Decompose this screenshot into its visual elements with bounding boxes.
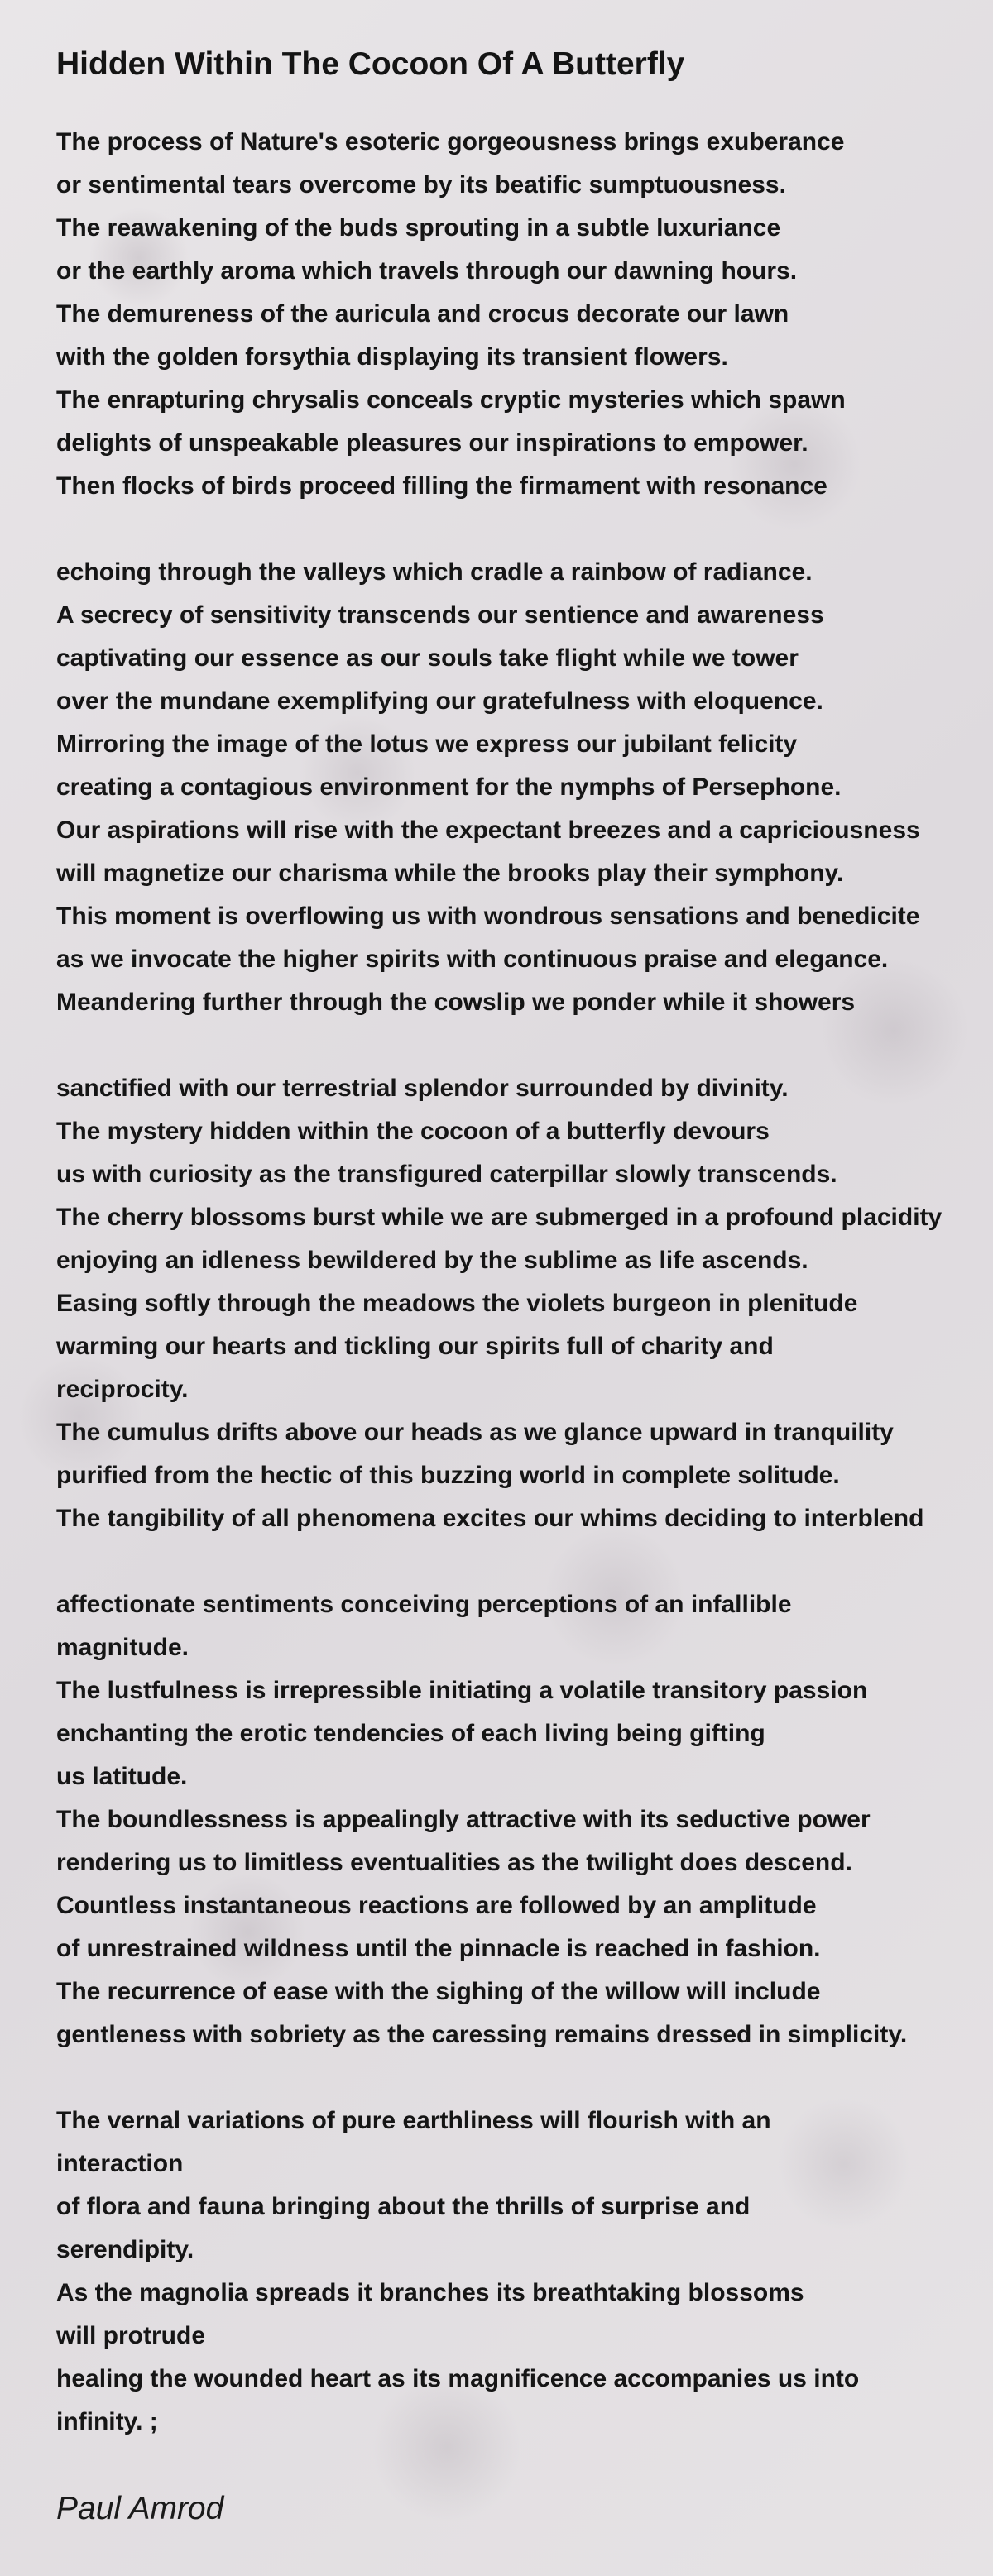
- poem-line: sanctified with our terrestrial splendor surrounded by divinity.: [56, 1075, 789, 1102]
- poem-line: captivating our essence as our souls take flight while we tower: [56, 644, 799, 672]
- poem-line: of unrestrained wildness until the pinnacle is reached in fashion.: [56, 1935, 821, 1962]
- poem-line: will protrude: [56, 2322, 205, 2349]
- poem-line: Meandering further through the cowslip we ponder while it showers: [56, 989, 856, 1016]
- poem-author[interactable]: Paul Amrod: [56, 2491, 224, 2526]
- poem-line: The mystery hidden within the cocoon of a butterfly devours: [56, 1118, 770, 1145]
- poem-line: warming our hearts and tickling our spirits full of charity and: [56, 1333, 774, 1360]
- poem-line: magnitude.: [56, 1634, 189, 1661]
- poem-line: of flora and fauna bringing about the thrills of surprise and: [56, 2193, 751, 2220]
- poem-line: enjoying an idleness bewildered by the sublime as life ascends.: [56, 1247, 808, 1274]
- poem-body: [56, 121, 993, 2444]
- poem-line: purified from the hectic of this buzzing world in complete solitude.: [56, 1462, 840, 1489]
- poem-line: Countless instantaneous reactions are followed by an amplitude: [56, 1892, 817, 1919]
- poem-line: delights of unspeakable pleasures our inspirations to empower.: [56, 429, 808, 457]
- stanza: [56, 1067, 993, 1540]
- poem-line: The lustfulness is irrepressible initiating a volatile transitory passion: [56, 1677, 868, 1704]
- poem-line: or sentimental tears overcome by its beatific sumptuousness.: [56, 171, 786, 199]
- poem-line: The tangibility of all phenomena excites our whims deciding to interblend: [56, 1505, 924, 1532]
- poem-line: serendipity.: [56, 2236, 194, 2263]
- poem-line: The demureness of the auricula and crocus decorate our lawn: [56, 300, 789, 328]
- poem-line: The vernal variations of pure earthliness will flourish with an: [56, 2107, 771, 2134]
- poem-line: affectionate sentiments conceiving perceptions of an infallible: [56, 1591, 792, 1618]
- poem-line: us latitude.: [56, 1763, 188, 1790]
- poem-line: The boundlessness is appealingly attractive with its seductive power: [56, 1806, 871, 1833]
- poem-line: This moment is overflowing us with wondrous sensations and benedicite: [56, 903, 920, 930]
- poem-line: The reawakening of the buds sprouting in a subtle luxuriance: [56, 214, 781, 242]
- poem-line: or the earthly aroma which travels through our dawning hours.: [56, 257, 798, 285]
- stanza: [56, 2100, 993, 2444]
- poem-line: enchanting the erotic tendencies of each living being gifting: [56, 1720, 765, 1747]
- poem-line: The recurrence of ease with the sighing of the willow will include: [56, 1978, 821, 2005]
- poem-line: The cherry blossoms burst while we are submerged in a profound placidity: [56, 1204, 943, 1231]
- poem-line: interaction: [56, 2150, 184, 2177]
- poem-line: over the mundane exemplifying our gratefulness with eloquence.: [56, 687, 823, 715]
- poem-line: A secrecy of sensitivity transcends our sentience and awareness: [56, 601, 824, 629]
- poem-line: Mirroring the image of the lotus we express our jubilant felicity: [56, 730, 798, 758]
- poem-line: Our aspirations will rise with the expectant breezes and a capriciousness: [56, 816, 920, 844]
- poem-line: as we invocate the higher spirits with continuous praise and elegance.: [56, 946, 889, 973]
- poem-line: us with curiosity as the transfigured caterpillar slowly transcends.: [56, 1161, 837, 1188]
- stanza: [56, 121, 993, 508]
- poem-line: will magnetize our charisma while the brooks play their symphony.: [56, 859, 844, 887]
- poem-line: The cumulus drifts above our heads as we glance upward in tranquility: [56, 1419, 894, 1446]
- poem-line: reciprocity.: [56, 1376, 189, 1403]
- poem-line: Easing softly through the meadows the violets burgeon in plenitude: [56, 1290, 858, 1317]
- poem-line: creating a contagious environment for the nymphs of Persephone.: [56, 773, 842, 801]
- poem-line: infinity. ;: [56, 2408, 158, 2435]
- poem-line: As the magnolia spreads it branches its breathtaking blossoms: [56, 2279, 804, 2306]
- poem-line: healing the wounded heart as its magnificence accompanies us into: [56, 2365, 860, 2392]
- stanza: [56, 551, 993, 1024]
- poem-title: Hidden Within The Cocoon Of A Butterfly: [56, 46, 685, 82]
- poem-line: Then flocks of birds proceed filling the firmament with resonance: [56, 472, 828, 500]
- poem-line: The process of Nature's esoteric gorgeousness brings exuberance: [56, 128, 845, 156]
- poem-line: with the golden forsythia displaying its transient flowers.: [56, 343, 728, 371]
- poem-line: rendering us to limitless eventualities as the twilight does descend.: [56, 1849, 852, 1876]
- poem-line: gentleness with sobriety as the caressing remains dressed in simplicity.: [56, 2021, 908, 2048]
- poem-page: [56, 41, 993, 2534]
- stanza: [56, 1583, 993, 2056]
- poem-line: The enrapturing chrysalis conceals cryptic mysteries which spawn: [56, 386, 846, 414]
- poem-line: echoing through the valleys which cradle a rainbow of radiance.: [56, 558, 813, 586]
